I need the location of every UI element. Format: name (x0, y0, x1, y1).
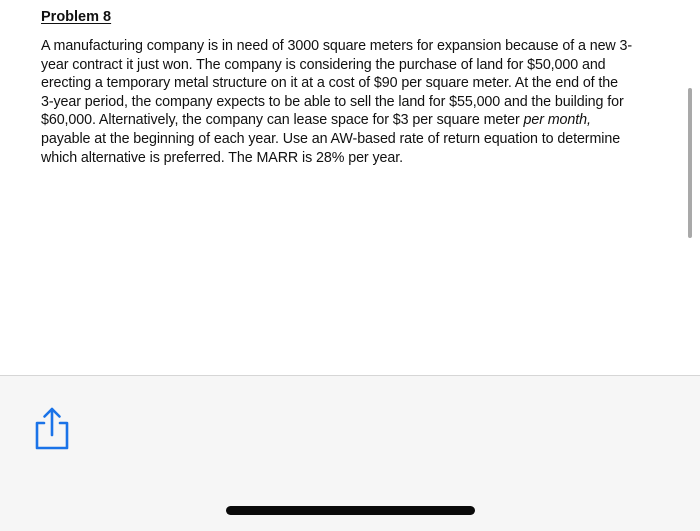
problem-line: year contract it just won. The company is considering the purchase of land for $50,000 and (41, 56, 606, 73)
scroll-indicator[interactable] (688, 88, 692, 238)
share-icon (30, 403, 72, 451)
problem-line: payable at the beginning of each year. Use an AW-based rate of return equation to determine (41, 130, 621, 147)
share-button[interactable] (30, 403, 72, 451)
problem-line: A manufacturing company is in need of 3000 square meters for expansion because of a new 3- (41, 38, 633, 54)
problem-line: which alternative is preferred. The MARR is 28% per year. (41, 149, 403, 166)
problem-line-emphasis: per month, (523, 112, 591, 129)
problem-line (41, 111, 641, 130)
problem-line: 3-year period, the company expects to be able to sell the land for $55,000 and the building for (41, 93, 624, 110)
problem-heading: Problem 8 (41, 9, 112, 25)
problem-line: erecting a temporary metal structure on it at a cost of $90 per square meter. At the end of the (41, 75, 618, 92)
bottom-toolbar (0, 376, 700, 531)
problem-statement (41, 37, 641, 167)
problem-line-text: $60,000. Alternatively, the company can lease space for $3 per square meter (41, 112, 524, 129)
home-indicator[interactable] (226, 506, 475, 515)
